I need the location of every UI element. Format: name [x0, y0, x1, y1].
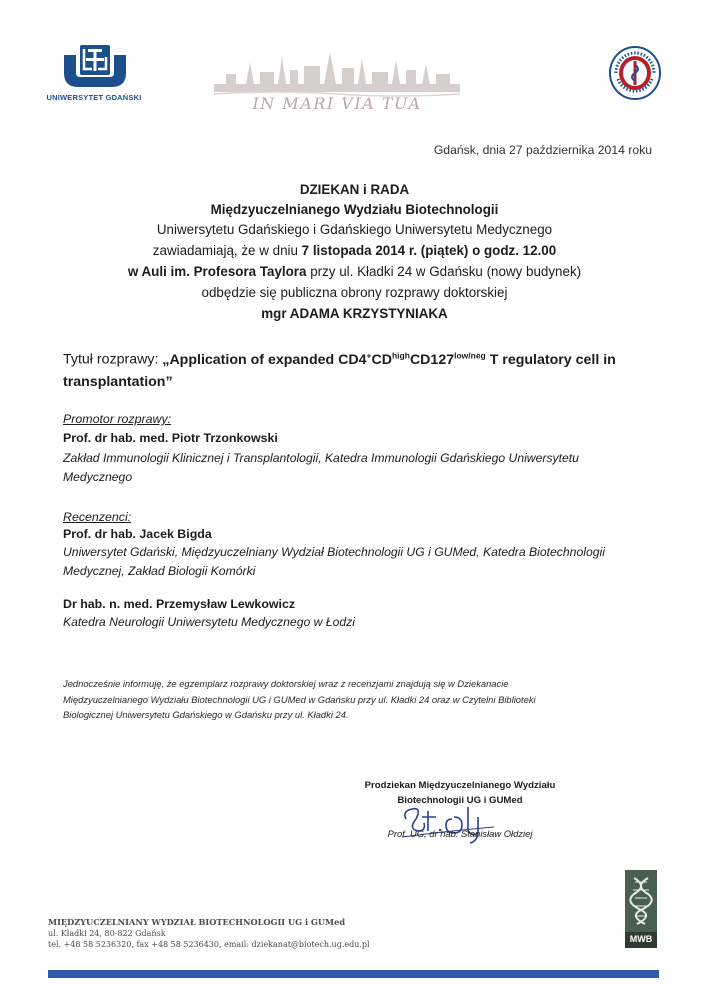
- mwb-label: MWB: [629, 934, 653, 944]
- promotor-affiliation-line1: Zakład Immunologii Klinicznej i Transplantologii, Katedra Immunologii Gdańskiego Uniwersytetu: [63, 451, 579, 465]
- reviewer-2-affiliation: Katedra Neurologii Uniwersytetu Medycznego w Łodzi: [63, 615, 355, 629]
- footer-address: ul. Kładki 24, 80-822 Gdańsk: [48, 929, 166, 938]
- reviewer-1-affiliation: [63, 543, 663, 581]
- date-time-line: [0, 241, 709, 262]
- signer-name: Prof. UG, dr hab. Stanisław Ołdziej: [387, 828, 533, 839]
- reviewer-1-affiliation-line2: Medycznej, Zakład Biologii Komórki: [63, 564, 256, 578]
- reviewers-label: Recenzenci:: [63, 510, 132, 524]
- reviewer-1-name: Prof. dr hab. Jacek Bigda: [63, 527, 212, 541]
- thesis-title-label: Tytuł rozprawy:: [63, 351, 163, 368]
- handwritten-signature: [398, 797, 498, 847]
- thesis-title-part2: CD: [371, 351, 392, 368]
- thesis-title-sup2: high: [391, 350, 410, 360]
- defense-description: odbędzie się publiczna obrony rozprawy doktorskiej: [201, 285, 508, 300]
- thesis-title-part5: transplantation”: [63, 373, 173, 390]
- promotor-label: Promotor rozprawy:: [63, 412, 172, 426]
- footer-contact-details: tel. +48 58 5236320, fax +48 58 5236430, email: dziekanat@biotech.ug.edu.pl: [48, 940, 370, 949]
- note-line3: Biologicznej Uniwersytetu Gdańskiego w Gdańsku przy ul. Kładki 24.: [63, 709, 349, 720]
- announcement-heading: DZIEKAN i RADA: [299, 182, 410, 197]
- signer-position-line1: Prodziekan Międzyuczelnianego Wydziału: [364, 780, 556, 791]
- faculty-name: Międzyuczelnianego Wydziału Biotechnologii: [210, 202, 499, 217]
- footer-faculty-name: MIĘDZYUCZELNIANY WYDZIAŁ BIOTECHNOLOGII UG i GUMed: [48, 917, 346, 927]
- thesis-title-sup3: low/neg: [454, 350, 486, 360]
- university-name-text: UNIWERSYTET GDAŃSKI: [46, 93, 142, 102]
- universities-line: Uniwersytetu Gdańskiego i Gdańskiego Uniwersytetu Medycznego: [156, 222, 553, 237]
- thesis-title-part3: CD127: [409, 351, 455, 368]
- promotor-name: Prof. dr hab. med. Piotr Trzonkowski: [63, 431, 278, 445]
- document-date: Gdańsk, dnia 27 października 2014 roku: [433, 143, 652, 157]
- thesis-title-part4: T regulatory cell in: [485, 351, 616, 368]
- defense-date-time: 7 listopada 2014 r. (piątek) o godz. 12.00: [301, 243, 557, 258]
- university-of-gdansk-logo: [62, 43, 128, 89]
- university-motto: IN MARI VIA TUA: [252, 94, 422, 113]
- date-time-prefix: zawiadamiają, że w dniu: [152, 243, 302, 258]
- thesis-title-part1: „Application of expanded CD4: [162, 351, 367, 368]
- footer-contact: [48, 917, 370, 950]
- reviewer-1-affiliation-line1: Uniwersytet Gdański, Międzyuczelniany Wydział Biotechnologii UG i GUMed, Katedra Biotechnologii: [63, 545, 605, 559]
- signer-position-line2: Biotechnologii UG i GUMed: [397, 795, 523, 806]
- note-line2: Międzyuczelnianego Wydziału Biotechnologii UG i GUMed w Gdańsku przy ul. Kładki 24 oraz w Czytelni Biblioteki: [63, 693, 536, 705]
- information-note: [63, 676, 643, 723]
- venue-line: [0, 262, 709, 283]
- promotor-affiliation-line2: Medycznego: [63, 470, 133, 484]
- reviewer-2-name: Dr hab. n. med. Przemysław Lewkowicz: [63, 597, 296, 611]
- candidate-name: mgr ADAMA KRZYSTYNIAKA: [261, 306, 448, 321]
- thesis-title: [63, 344, 663, 393]
- venue-hall: w Auli im. Profesora Taylora: [127, 264, 307, 279]
- footer-color-bar: [48, 970, 659, 978]
- venue-address: przy ul. Kładki 24 w Gdańsku (nowy budynek): [306, 264, 582, 279]
- promotor-affiliation: [63, 449, 663, 487]
- medical-university-seal-logo: [608, 45, 662, 101]
- note-line1: Jednocześnie informuję, że egzemplarz rozprawy doktorskiej wraz z recenzjami znajdują się w Dziekanacie: [63, 678, 509, 689]
- mwb-faculty-logo: [625, 870, 657, 948]
- thesis-title-sup1: +: [366, 350, 372, 360]
